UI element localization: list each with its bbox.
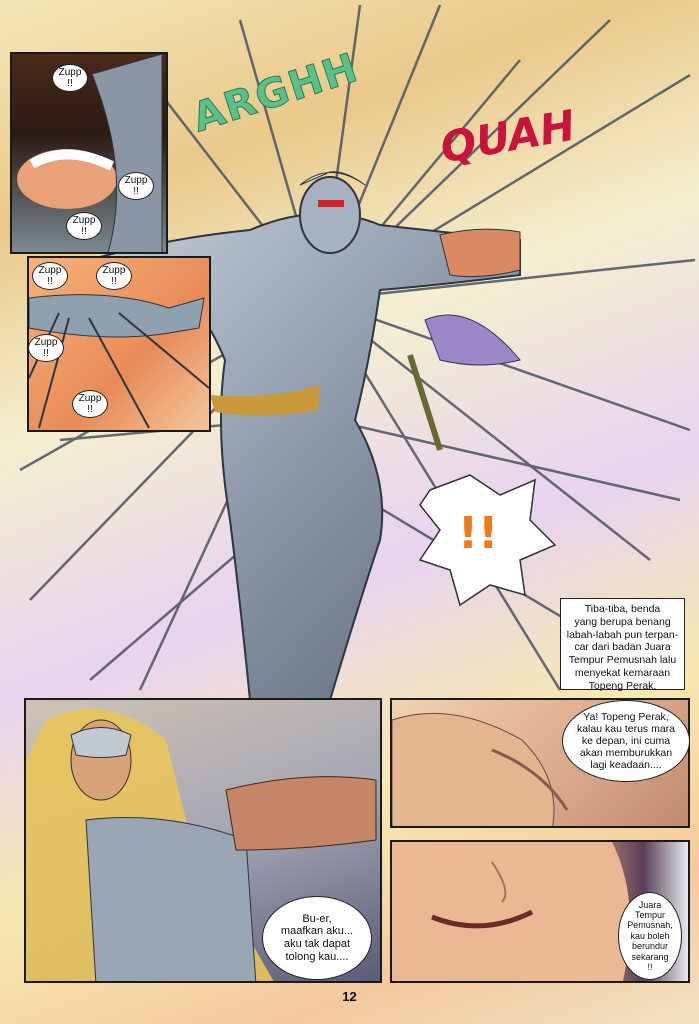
narration-caption: Tiba-tiba, benda yang berupa benang labah-labah pun terpan- car dari badan Juara Tempur Pemusnah lalu menyekat kemaraan Topeng Perak. [560,598,685,690]
zupp-bubble-7: Zupp !! [72,390,108,418]
bubble-juara: Juara Tempur Pemusnah, kau boleh berundur sekarang !! [618,892,682,980]
sfx-arghh: ARGHH [187,44,365,142]
zupp-bubble-2: Zupp !! [118,172,154,200]
bubble-bu-er: Bu-er, maafkan aku... aku tak dapat tolong kau.... [262,896,372,980]
sfx-quah: QUAH [436,100,579,173]
page-number: 12 [342,989,357,1004]
zupp-bubble-4: Zupp !! [32,262,68,290]
sfx-alarm: !! [458,508,499,559]
zupp-bubble-3: Zupp !! [66,212,102,240]
zupp-bubble-6: Zupp !! [28,334,64,362]
zupp-bubble-1: Zupp !! [52,64,88,92]
bubble-topeng-perak: Ya! Topeng Perak, kalau kau terus mara ke depan, ini cuma akan memburukkan lagi keadaan.... [562,700,690,782]
zupp-bubble-5: Zupp !! [96,262,132,290]
